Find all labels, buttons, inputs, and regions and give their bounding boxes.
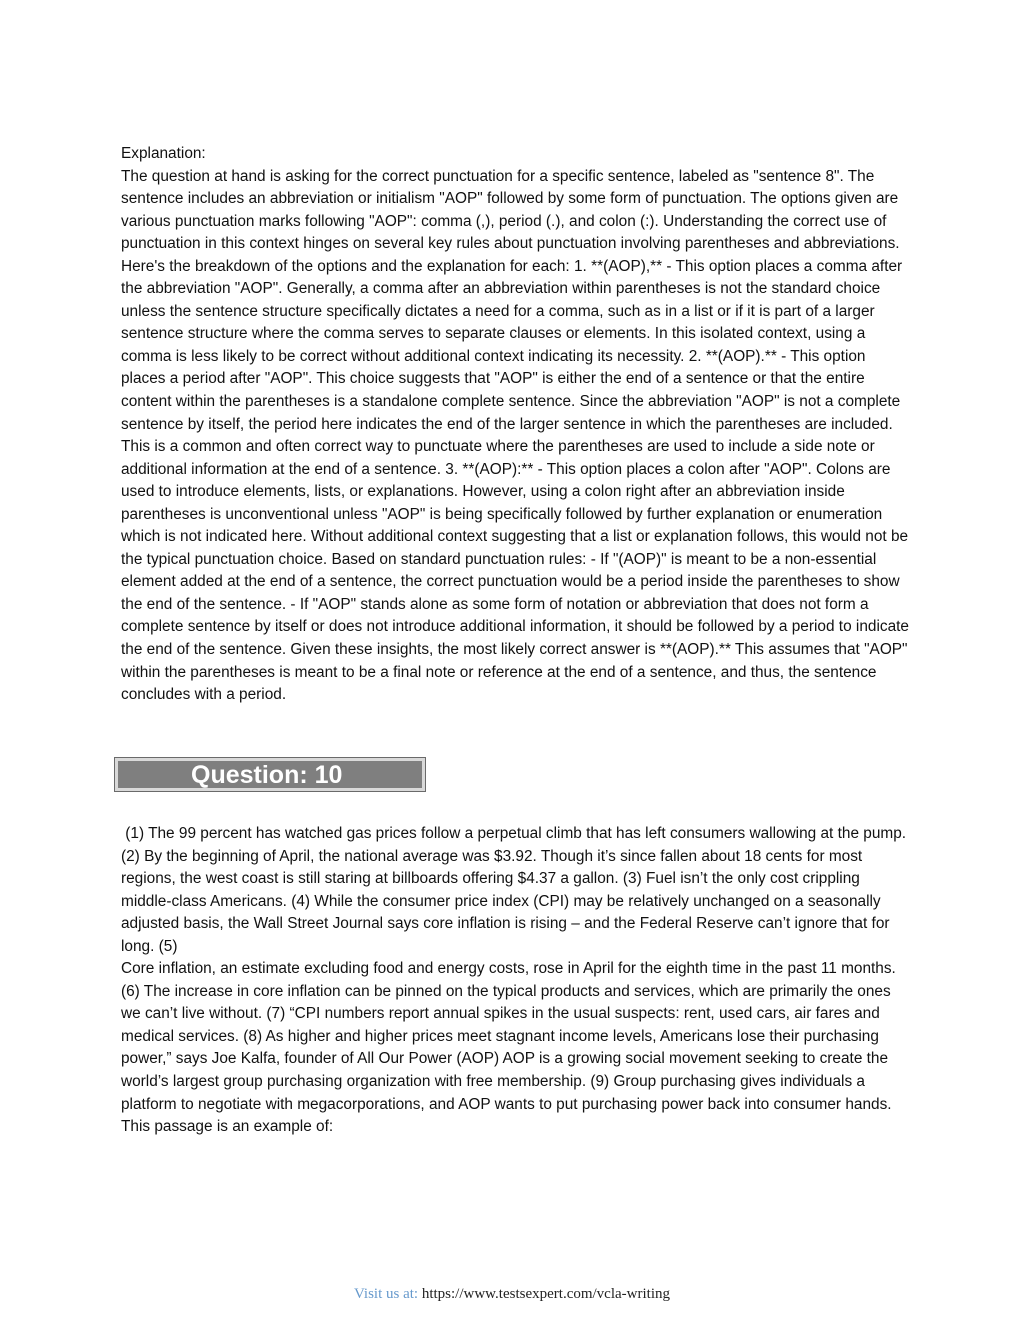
question-prompt: This passage is an example of:: [121, 1118, 334, 1136]
page-footer: [0, 1284, 1024, 1304]
footer-label: Visit us at:: [353, 1286, 419, 1302]
footer-url-link[interactable]: https://www.testsexpert.com/vcla-writing: [421, 1286, 670, 1302]
explanation-label: Explanation:: [121, 145, 206, 162]
question-header-banner: [114, 757, 426, 792]
passage-part-1: (1) The 99 percent has watched gas prices follow a perpetual climb that has left consumers wallowing at the pump. (2) By the beginning of April, the national average was $3.92. Though it’s since fallen about 18 cents for most regions, the west coast is still staring at billboards offering $4.37 a gallon. (3) Fuel isn’t the only cost crippling middle-class Americans. (4) While the consumer price index (CPI) may be relatively unchanged on a seasonally adjusted basis, the Wall Street Journal says core inflation is rising – and the Federal Reserve can’t ignore that for long. (5): [121, 825, 907, 955]
question-passage: [121, 823, 911, 1139]
question-title: Question: 10: [191, 761, 343, 789]
passage-part-2: Core inflation, an estimate excluding food and energy costs, rose in April for the eighth time in the past 11 months. (6) The increase in core inflation can be pinned on the typical products and services, which are primarily the ones we can’t live without. (7) “CPI numbers report annual spikes in the usual suspects: rent, used cars, air fares and medical services. (8) As higher and higher prices meet stagnant income levels, Americans lose their purchasing power,” says Joe Kalfa, founder of All Our Power (AOP) AOP is a growing social movement seeking to create the world’s largest group purchasing organization with free membership. (9) Group purchasing gives individuals a platform to negotiate with megacorporations, and AOP wants to put purchasing power back into consumer hands.: [121, 960, 896, 1113]
explanation-body: The question at hand is asking for the correct punctuation for a specific sentence, labeled as "sentence 8". The sentence includes an abbreviation or initialism "AOP" followed by some form of punctuation. The options given are various punctuation marks following "AOP": comma (,), period (.), and colon (:). Understanding the correct use of punctuation in this context hinges on several key rules about punctuation involving parentheses and abbreviations. Here's the breakdown of the options and the explanation for each: 1. **(AOP),** - This option places a comma after the abbreviation "AOP". Generally, a comma after an abbreviation within parentheses is not the standard choice unless the sentence structure specifically dictates a need for a comma, such as in a list or if it is part of a larger sentence structure where the comma serves to separate clauses or elements. In this isolated context, using a comma is less likely to be correct without additional context indicating its necessity. 2. **(AOP).** - This option places a period after "AOP". This choice suggests that "AOP" is either the end of a sentence or that the entire content within the parentheses is a standalone complete sentence. Since the abbreviation "AOP" is not a complete sentence by itself, the period here indicates the end of the larger sentence in which the parentheses are included. This is a common and often correct way to punctuate where the parentheses are used to include a side note or additional information at the end of a sentence. 3. **(AOP):** - This option places a colon after "AOP". Colons are used to introduce elements, lists, or explanations. However, using a colon right after an abbreviation inside parentheses is unconventional unless "AOP" is being specifically followed by further explanation or enumeration which is not indicated here. Without additional context suggesting that a list or explanation follows, this would not be the typical punctuation choice. Based on standard punctuation rules: - If "(AOP)" is meant to be a non-essential element added at the end of a sentence, the correct punctuation would be a period inside the parentheses to show the end of the sentence. - If "AOP" stands alone as some form of notation or abbreviation that does not form a complete sentence by itself or does not introduce additional information, it should be followed by a period to indicate the end of the sentence. Given these insights, the most likely correct answer is **(AOP).** This assumes that "AOP" within the parentheses is meant to be a final note or reference at the end of a sentence, and thus, the sentence concludes with a period.: [121, 167, 909, 704]
explanation-section: [121, 143, 911, 707]
